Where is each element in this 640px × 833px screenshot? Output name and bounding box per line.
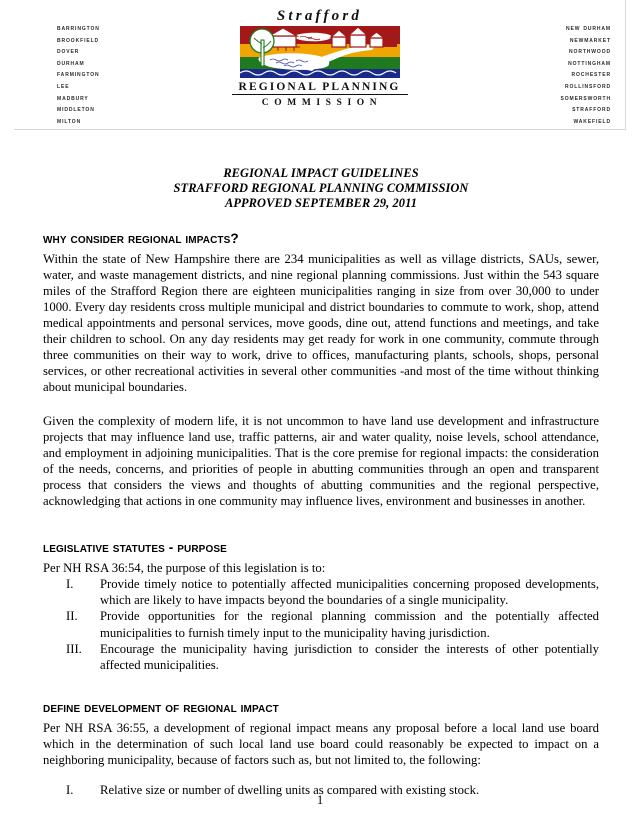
- town-name: barrington: [57, 23, 100, 32]
- letterhead: [14, 0, 626, 130]
- paragraph: Given the complexity of modern life, it is not uncommon to have land use development and infrastructure projects that may influence land use, traffic patterns, air and water quality, noise levels, school attendance, and employment in adjoining municipalities. That is the core premise for regional impacts: the consideration of the needs, concerns, and priorities of people in abutting communities through an open and transparent process that considers the views and thoughts of abutting communities and the regional perspective, acknowledging that actions in one community may influence lives, environment and businesses in another.: [43, 414, 599, 509]
- list-item-numeral: II.: [66, 609, 78, 624]
- list-item-text: Encourage the municipality having jurisdiction to consider the interests of other potentially affected municipalities.: [100, 641, 599, 672]
- town-name: lee: [57, 80, 70, 90]
- logo-wordmark: Strafford: [276, 8, 363, 24]
- town-name: newmarket: [569, 34, 611, 44]
- document-title: [43, 166, 599, 212]
- list-item: [43, 641, 599, 673]
- section-intro: Per NH RSA 36:55, a development of regional impact means any proposal before a local land use board which in the determination of such local land use board could reasonably be expected to impact on a neighboring municipality, because of factors such as, but not limited to, the following:: [43, 720, 599, 767]
- section-intro: Per NH RSA 36:54, the purpose of this legislation is to:: [43, 561, 326, 576]
- list-item-text: Relative size or number of dwelling units as compared with existing stock.: [100, 782, 480, 797]
- logo-scene-icon: [240, 26, 400, 78]
- member-towns-right: [561, 22, 611, 126]
- member-towns-left: [57, 22, 100, 126]
- list-item-text: Provide timely notice to potentially affected municipalities concerning proposed developments, which are likely to have impacts beyond the boundaries of a single municipality.: [100, 577, 599, 608]
- town-name: rollinsford: [564, 80, 611, 90]
- section-heading-legislative-statutes: legislative statutes - purpose: [43, 540, 227, 556]
- list-item: [43, 608, 599, 640]
- town-name: brookfield: [57, 34, 100, 44]
- town-name: dover: [57, 46, 80, 56]
- section-heading-define-development: define development of regional impact: [43, 699, 279, 715]
- town-name: middleton: [57, 104, 95, 114]
- town-name: milton: [57, 115, 82, 125]
- list-item-numeral: III.: [66, 641, 82, 656]
- town-name: rochester: [571, 69, 611, 79]
- town-name: farmington: [57, 69, 100, 79]
- list-item-numeral: I.: [66, 577, 74, 592]
- town-name: nottingham: [568, 57, 611, 67]
- document-body: [43, 166, 599, 798]
- section-heading-why-consider: why consider regional impacts?: [43, 230, 239, 246]
- srpc-logo: [232, 8, 408, 109]
- town-name: northwood: [569, 46, 611, 56]
- paragraph: Within the state of New Hampshire there are 234 municipalities as well as village districts, SAUs, sewer, water, and waste management districts, and nine regional planning commissions. Just within the 543 square miles of the Strafford Region there are eighteen municipalities ranging in size from over 30,000 to under 1000. Every day residents cross multiple municipal and district boundaries to commute to work, shop, attend medical appointments and personal services, move goods, dine out, attend functions and meetings, and take their children to school. On any day residents may get ready for work in one community, commute through three communities on their way to work, drive to offices, manufacturing plants, schools, shops, personal services, or other recreational activities in several other communities -and most of the time without thinking about municipal boundaries.: [43, 251, 599, 394]
- logo-commission-text: COMMISSION: [261, 98, 383, 108]
- town-name: somersworth: [560, 92, 611, 102]
- title-line-3: APPROVED SEPTEMBER 29, 2011: [224, 196, 418, 211]
- logo-landscape-illustration: [240, 26, 400, 78]
- town-name: new durham: [566, 23, 611, 32]
- page-number: 1: [316, 793, 324, 807]
- town-name: wakefield: [573, 115, 611, 125]
- title-line-1: REGIONAL IMPACT GUIDELINES: [223, 166, 419, 180]
- list-item-numeral: I.: [66, 782, 74, 797]
- logo-regional-planning-text: REGIONAL PLANNING: [232, 78, 408, 95]
- purpose-list: [43, 576, 599, 672]
- title-line-2: STRAFFORD REGIONAL PLANNING COMMISSION: [173, 181, 469, 196]
- town-name: durham: [57, 57, 85, 67]
- town-name: madbury: [57, 92, 89, 102]
- list-item-text: Provide opportunities for the regional planning commission and the potentially affected municipalities to furnish timely input to the municipality having jurisdiction.: [100, 609, 599, 640]
- list-item: [43, 576, 599, 608]
- town-name: strafford: [572, 104, 611, 114]
